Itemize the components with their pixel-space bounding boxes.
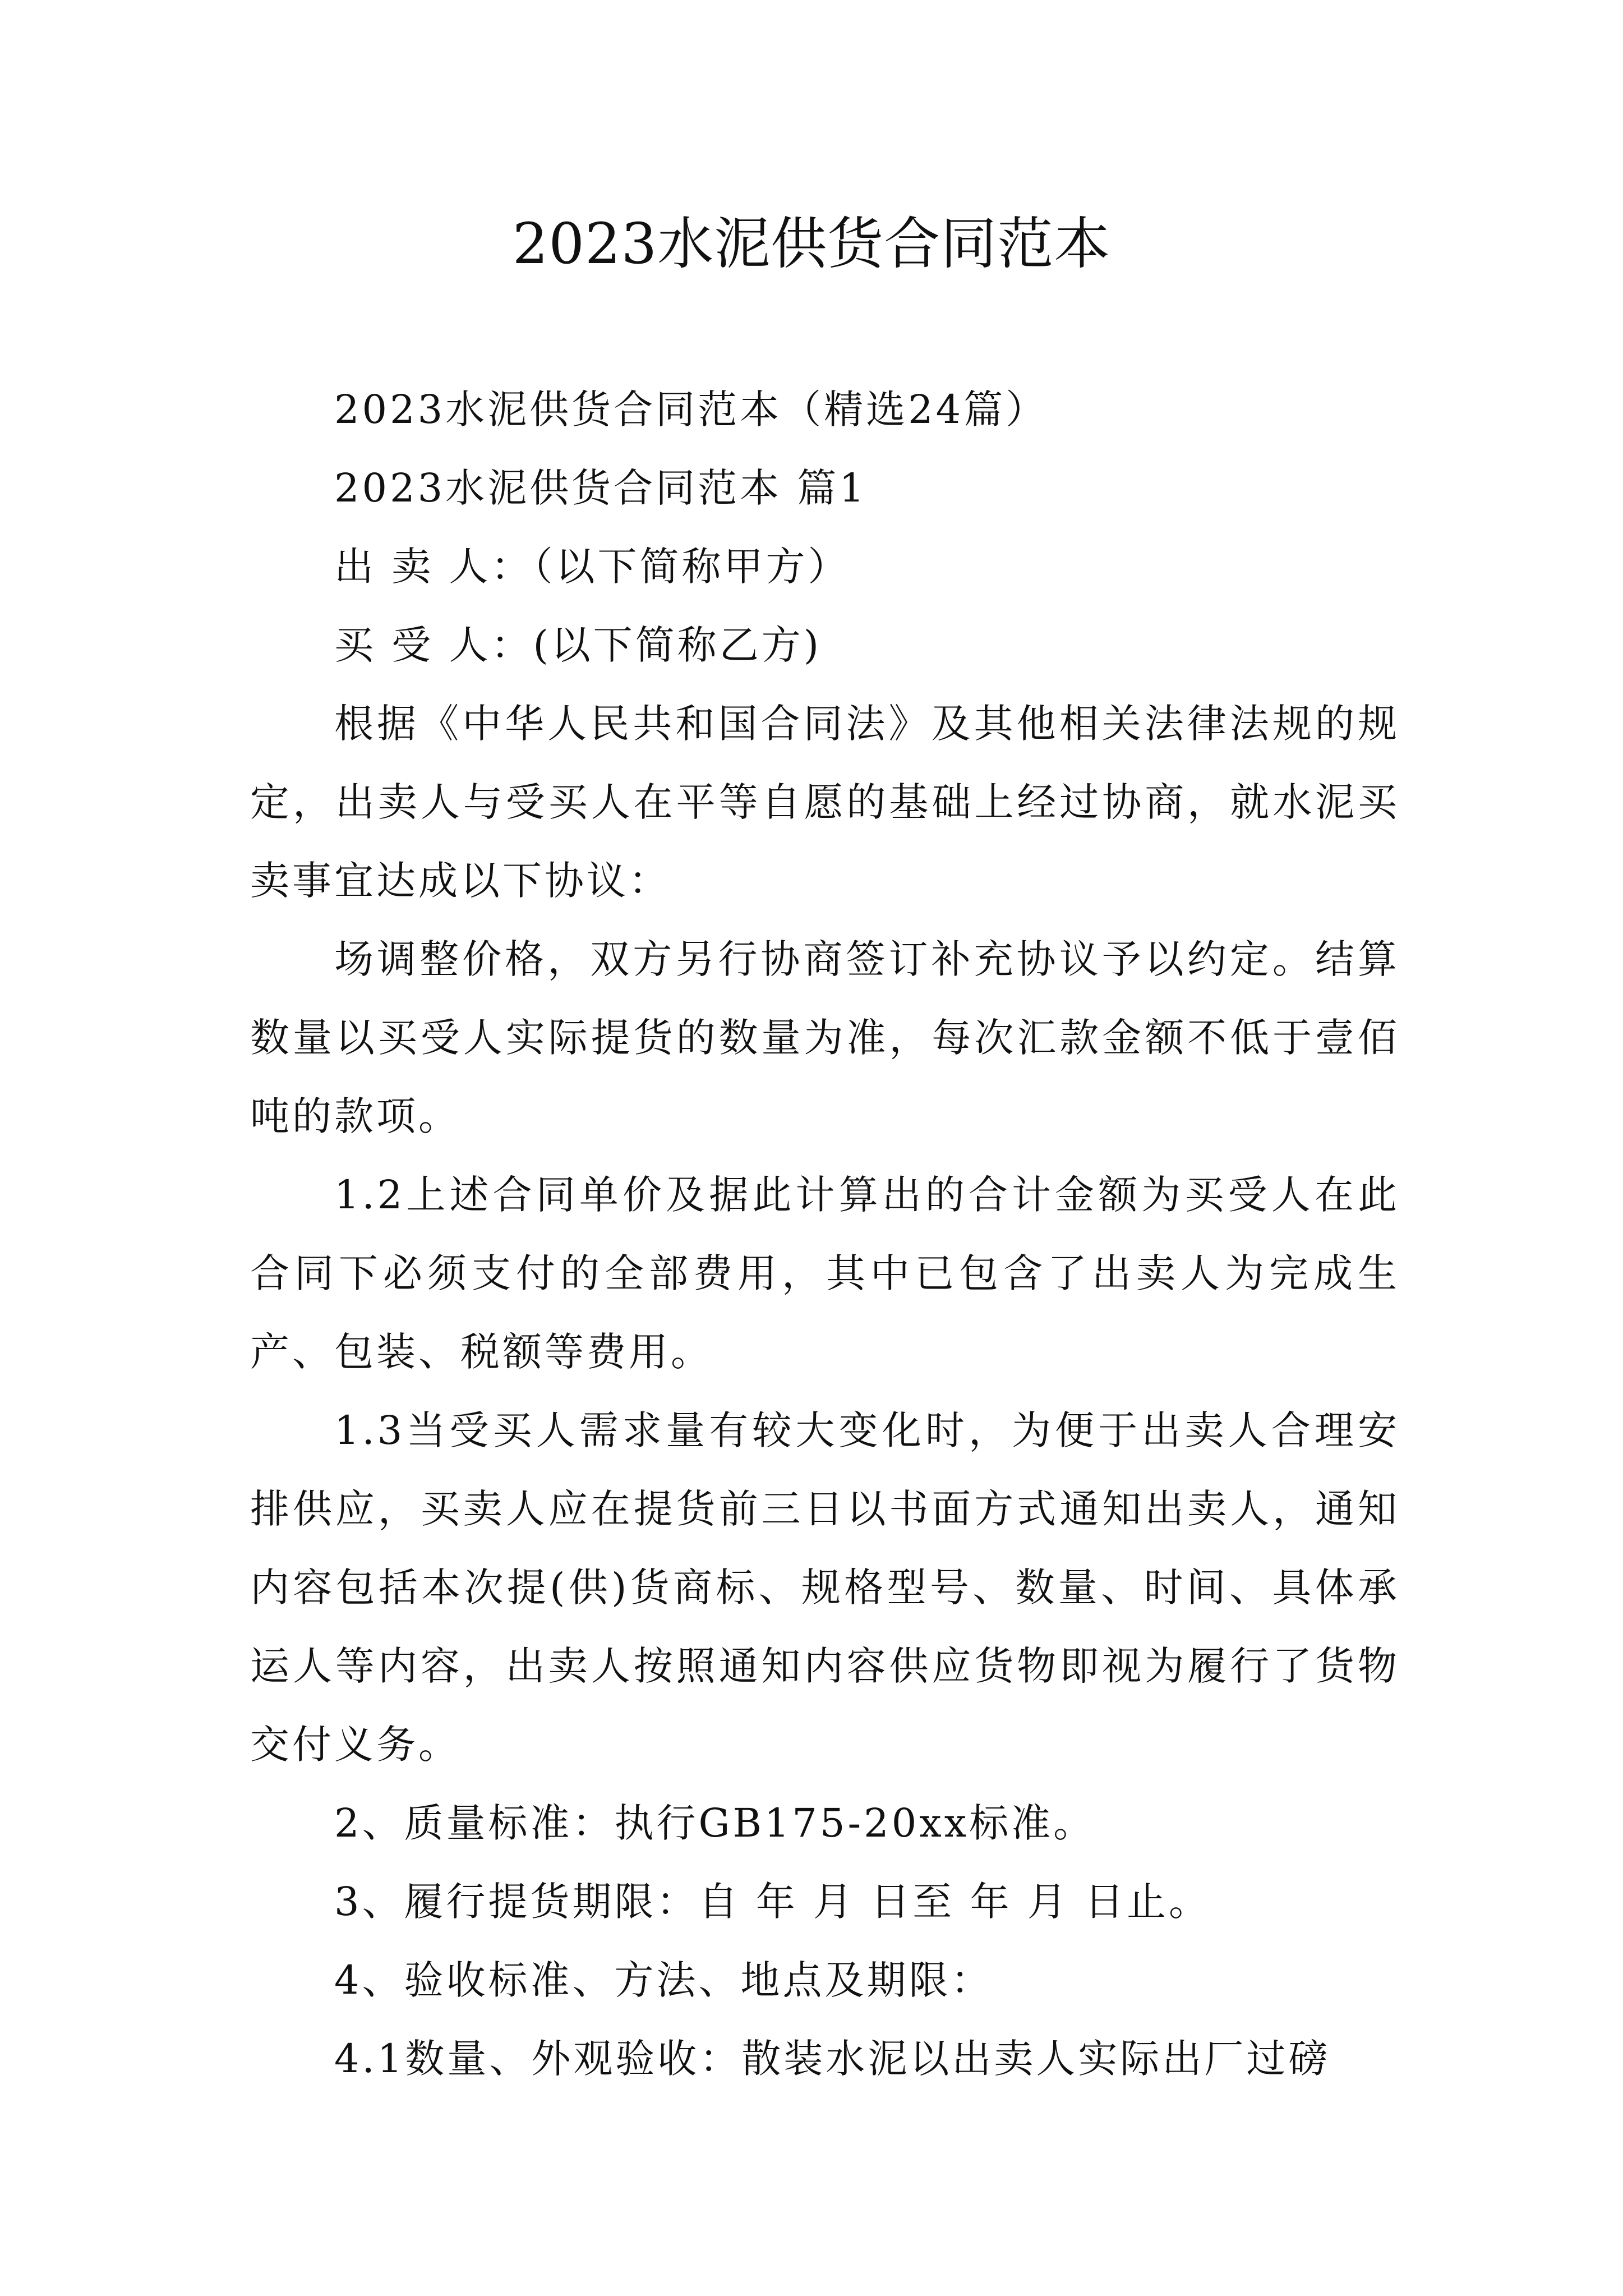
paragraph-subtitle: 2023水泥供货合同范本（精选24篇） bbox=[334, 386, 1048, 432]
paragraph-seller: 出 卖 人：（以下简称甲方） bbox=[334, 544, 850, 590]
paragraph-clause-1-2: 1.2上述合同单价及据此计算出的合计金额为买受人在此合同下必须支付的全部费用，其中已包含了出卖人为完成生产、包装、税额等费用。 bbox=[250, 1172, 1400, 1375]
document-title: 2023水泥供货合同范本 bbox=[512, 211, 1111, 277]
paragraph-section-heading: 2023水泥供货合同范本 篇1 bbox=[334, 465, 867, 511]
paragraph-acceptance-heading: 4、验收标准、方法、地点及期限： bbox=[334, 1957, 993, 2003]
paragraph-preamble: 根据《中华人民共和国合同法》及其他相关法律法规的规定，出卖人与受买人在平等自愿的基础上经过协商，就水泥买卖事宜达成以下协议： bbox=[250, 701, 1400, 904]
paragraph-quality-standard: 2、质量标准：执行GB175-20xx标准。 bbox=[334, 1800, 1096, 1846]
paragraph-clause-1-3: 1.3当受买人需求量有较大变化时，为便于出卖人合理安排供应，买卖人应在提货前三日以书面方式通知出卖人，通知内容包括本次提(供)货商标、规格型号、数量、时间、具体承运人等内容，出卖人按照通知内容供应货物即视为履行了货物交付义务。 bbox=[250, 1407, 1400, 1768]
paragraph-clause-4-1: 4.1数量、外观验收：散装水泥以出卖人实际出厂过磅 bbox=[334, 2036, 1331, 2082]
paragraph-delivery-period: 3、履行提货期限：自 年 月 日至 年 月 日止。 bbox=[334, 1879, 1211, 1925]
paragraph-buyer: 买 受 人：(以下简称乙方) bbox=[334, 622, 822, 668]
paragraph-price-adjustment: 场调整价格，双方另行协商签订补充协议予以约定。结算数量以买受人实际提货的数量为准，每次汇款金额不低于壹佰吨的款项。 bbox=[250, 936, 1400, 1139]
document-body bbox=[250, 370, 1400, 2098]
